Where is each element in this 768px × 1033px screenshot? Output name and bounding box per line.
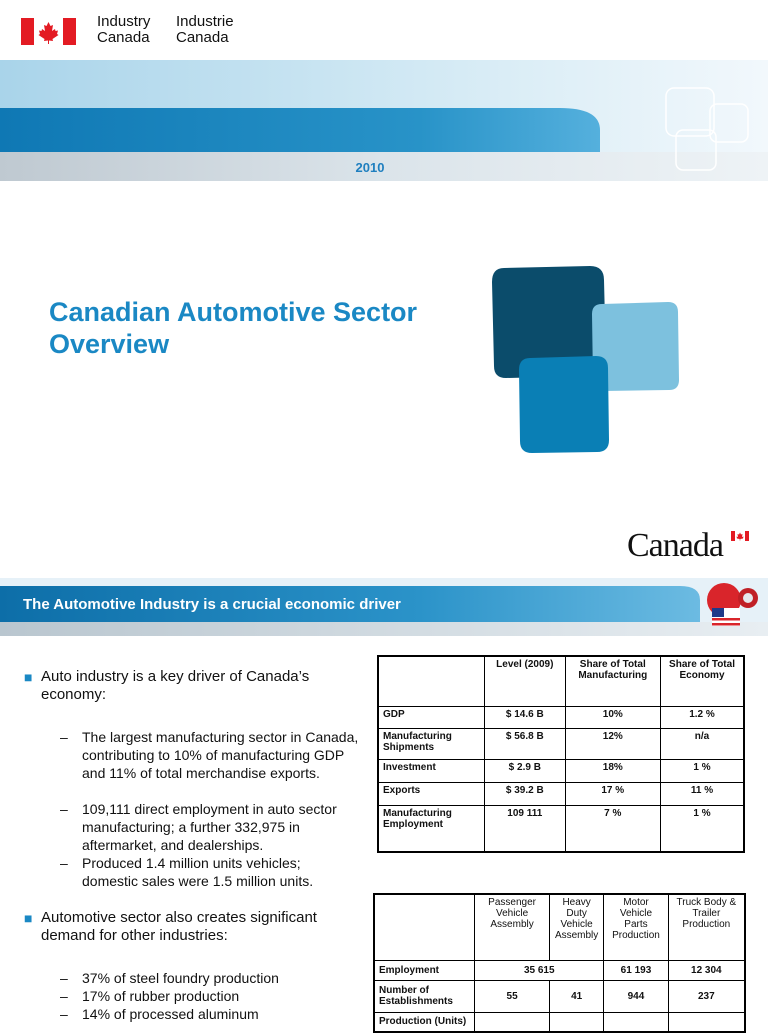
- table-cell: 61 193: [604, 960, 668, 980]
- table-header-cell: Heavy Duty Vehicle Assembly: [549, 894, 603, 960]
- table-row: [374, 1012, 745, 1032]
- table-header-cell: Level (2009): [485, 656, 565, 706]
- table-cell: 17 %: [565, 782, 661, 805]
- table-row-label: Manufacturing Employment: [378, 805, 485, 852]
- table-row: [378, 728, 744, 759]
- dept-name-french: Industrie Canada: [176, 13, 234, 46]
- table-cell: 1 %: [661, 805, 744, 852]
- sub-bullet-item: – The largest manufacturing sector in Canada, contributing to 10% of manufacturing GDP and 11% of total merchandise exports.: [60, 729, 359, 781]
- table-cell: 12 304: [668, 960, 745, 980]
- table-header-cell: [378, 656, 485, 706]
- table-cell: 41: [549, 980, 603, 1012]
- sub-bullet-item: – 14% of processed aluminum: [60, 1006, 259, 1022]
- economic-indicators-table: [377, 655, 745, 853]
- table-row: [378, 782, 744, 805]
- table-row: [374, 980, 745, 1012]
- table-cell: 10%: [565, 706, 661, 728]
- sub-bullet-item: – 109,111 direct employment in auto sector manufacturing; a further 332,975 in aftermarket, and dealerships.: [60, 801, 337, 853]
- table-row-label: GDP: [378, 706, 485, 728]
- table-cell: 35 615: [475, 960, 604, 980]
- table-row-label: Employment: [374, 960, 475, 980]
- table-header-cell: Motor Vehicle Parts Production: [604, 894, 668, 960]
- sub-bullet-item: – Produced 1.4 million units vehicles; domestic sales were 1.5 million units.: [60, 855, 314, 889]
- table-cell: $ 39.2 B: [485, 782, 565, 805]
- table-row: [374, 960, 745, 980]
- table-cell: 11 %: [661, 782, 744, 805]
- canada-flag-icon: [21, 18, 76, 45]
- table-header-cell: [374, 894, 475, 960]
- canada-wordmark: Canada: [627, 527, 723, 567]
- table-row-label: Production (Units): [374, 1012, 475, 1032]
- table-cell: $ 56.8 B: [485, 728, 565, 759]
- dept-name-english: Industry Canada: [97, 13, 151, 46]
- bullet-item: ■ Auto industry is a key driver of Canada’s economy:: [24, 668, 310, 703]
- table-row: [378, 805, 744, 852]
- table-row: [378, 706, 744, 728]
- table-row-label: Exports: [378, 782, 485, 805]
- table-cell: [549, 1012, 603, 1032]
- table-header-row: [378, 656, 744, 706]
- bullet-item: ■ Automotive sector also creates significant demand for other industries:: [24, 909, 317, 944]
- sub-bullet-item: – 37% of steel foundry production: [60, 970, 279, 986]
- table-header-cell: Truck Body & Trailer Production: [668, 894, 745, 960]
- slide2-title: The Automotive Industry is a crucial economic driver: [23, 596, 401, 613]
- table-cell: 55: [475, 980, 550, 1012]
- table-cell: n/a: [661, 728, 744, 759]
- table-header-cell: Share of Total Manufacturing: [565, 656, 661, 706]
- table-cell: [475, 1012, 550, 1032]
- table-row-label: Number of Establishments: [374, 980, 475, 1012]
- table-row-label: Manufacturing Shipments: [378, 728, 485, 759]
- table-cell: $ 2.9 B: [485, 759, 565, 782]
- table-cell: $ 14.6 B: [485, 706, 565, 728]
- table-cell: [668, 1012, 745, 1032]
- table-cell: 7 %: [565, 805, 661, 852]
- table-cell: 109 111: [485, 805, 565, 852]
- table-cell: 237: [668, 980, 745, 1012]
- slide-title: Canadian Automotive Sector Overview: [49, 297, 418, 359]
- table-cell: 12%: [565, 728, 661, 759]
- decorative-squares: [486, 262, 686, 460]
- table-header-row: [374, 894, 745, 960]
- table-cell: 1 %: [661, 759, 744, 782]
- table-header-cell: Share of Total Economy: [661, 656, 744, 706]
- wordmark-flag-icon: [731, 531, 749, 541]
- table-cell: [604, 1012, 668, 1032]
- sector-breakdown-table: [373, 893, 746, 1033]
- table-cell: 1.2 %: [661, 706, 744, 728]
- table-cell: 944: [604, 980, 668, 1012]
- table-row: [378, 759, 744, 782]
- table-row-label: Investment: [378, 759, 485, 782]
- table-header-cell: Passenger Vehicle Assembly: [475, 894, 550, 960]
- year-label: 2010: [355, 160, 385, 175]
- table-cell: 18%: [565, 759, 661, 782]
- sub-bullet-item: – 17% of rubber production: [60, 988, 240, 1004]
